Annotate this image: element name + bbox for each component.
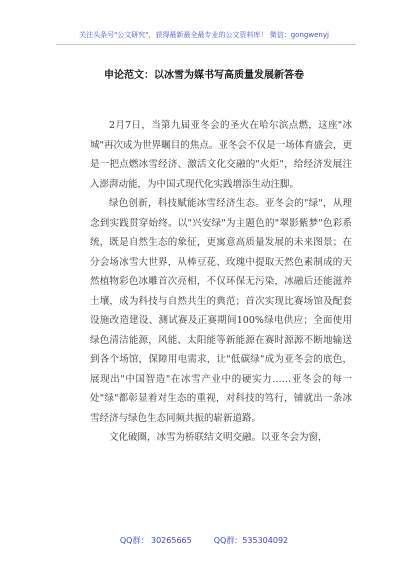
header-divider xyxy=(56,44,356,45)
header-note: 关注头条号"公文研究"，获得最新最全最专业的公文资料库！ 微信：gongwenyj xyxy=(79,31,329,39)
paragraph-3: 文化破圈，冰雪为桥联结文明交融。以亚冬会为窗， xyxy=(109,432,328,443)
footer-qq-group-2: QQ群：535304092 xyxy=(213,536,289,545)
document-body xyxy=(90,116,352,448)
paragraph-1: 2月7日，当第九届亚冬会的圣火在哈尔滨点燃，这座"冰城"再次成为世界瞩目的焦点。亚冬会不仅是一场体育盛会，更是一把点燃冰雪经济、激活文化交融的"火炬"，给经济发展注入澎湃动能，为中国式现代化实践增添生动注脚。 xyxy=(90,120,352,190)
footer-qq-group-1: QQ群： 30265665 xyxy=(119,536,192,545)
paragraph-2: 绿色创新，科技赋能冰雪经济生态。亚冬会的"绿"，从理念到实践贯穿始终。以"兴安绿"为主题色的"翠影紫梦"色彩系统，既是自然生态的象征，更寓意高质量发展的未来图景；在分会场冰雪大世界，从棒豆花、玫瑰中提取天然色素制成的天然植物彩色冰雕首次亮相，不仅环保无污染，冰融后还能滋养土壤，成为科技与自然共生的典范；首次实现比赛场馆及配套设施改造建设、测试赛及正赛期间100%绿电供应；全面使用绿色清洁能源，风能、太阳能等新能源在赛时源源不断地输送到各个场馆，保障用电需求，让"低碳绿"成为亚冬会的底色，展现出"中国智造"在冰雪产业中的硬实力……亚冬会的每一处"绿"都彰显着对生态的重视，对科技的笃行，铺就出一条冰雪经济与绿色生态同频共振的崭新道路。 xyxy=(90,198,352,424)
footer-qq-groups xyxy=(0,535,408,546)
document-title: 申论范文：以冰雪为媒书写高质量发展新答卷 xyxy=(104,70,304,81)
